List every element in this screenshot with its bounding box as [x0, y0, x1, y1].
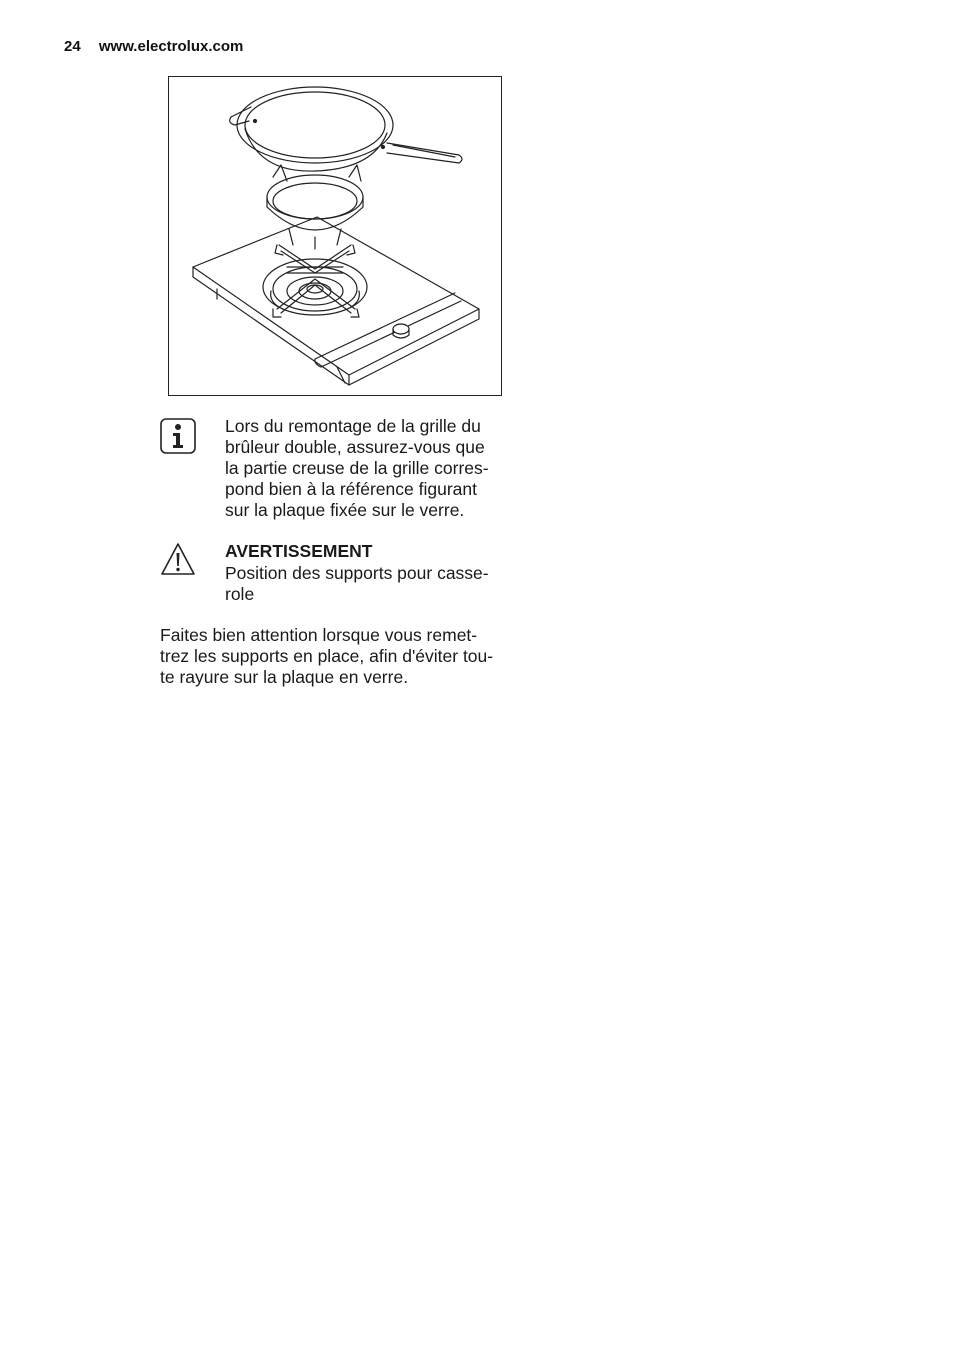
info-note-line: sur la plaque fixée sur le verre.: [225, 500, 465, 520]
info-note-line: pond bien à la référence figurant: [225, 479, 477, 499]
wok-burner-illustration: [168, 76, 502, 396]
warning-line: role: [225, 584, 255, 604]
info-note-text: [225, 416, 515, 521]
page-number: 24: [64, 38, 81, 55]
warning-triangle-icon: [160, 541, 196, 577]
page-header: [64, 38, 243, 55]
info-note-line: Lors du remontage de la grille du: [225, 416, 481, 436]
info-note-line: la partie creuse de la grille corres-: [225, 458, 489, 478]
paragraph-line: te rayure sur la plaque en verre.: [160, 667, 409, 687]
warning-line: Position des supports pour casse-: [225, 563, 489, 583]
website-url: www.electrolux.com: [98, 38, 244, 55]
warning-title: AVERTISSEMENT: [225, 541, 373, 561]
paragraph-line: Faites bien attention lorsque vous remet-: [160, 625, 478, 645]
info-note-line: brûleur double, assurez-vous que: [225, 437, 485, 457]
wok-pan: [230, 87, 462, 171]
paragraph-line: trez les supports en place, afin d'éviter tou-: [160, 646, 494, 666]
body-paragraph: [160, 625, 515, 688]
info-icon: [160, 418, 196, 454]
warning-text: [225, 563, 515, 605]
